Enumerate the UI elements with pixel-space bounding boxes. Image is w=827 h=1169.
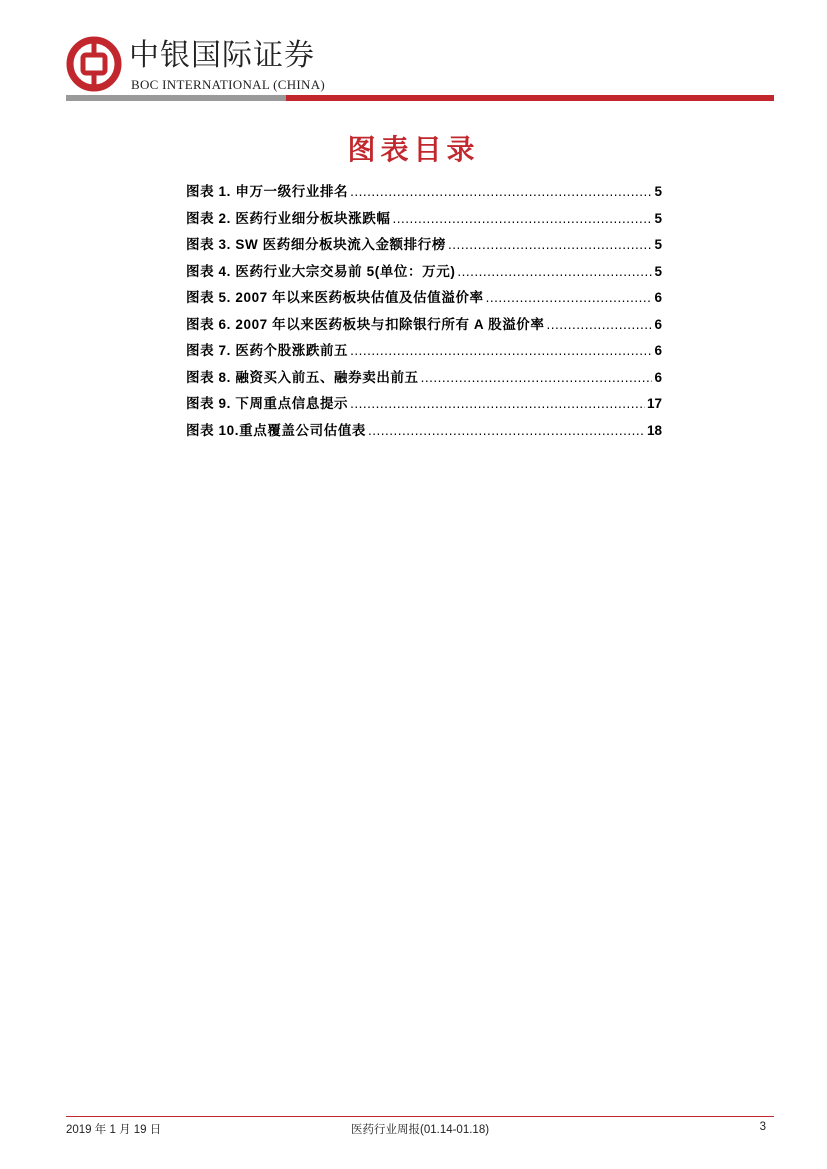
footer-report-title: 医药行业周报(01.14-01.18) [351, 1124, 490, 1136]
toc-dot-leader [350, 179, 652, 206]
toc-entry-label: 图表 4. 医药行业大宗交易前 5(单位：万元) [186, 263, 456, 279]
brand-name-chinese: 中银国际证券 [129, 38, 315, 73]
toc-entry-label: 图表 2. 医药行业细分板块涨跌幅 [186, 210, 391, 226]
toc-entry-page: 5 [654, 184, 662, 199]
toc-entry-page: 5 [654, 210, 662, 226]
toc-entry-figure-4[interactable] [186, 259, 662, 286]
toc-dot-leader [392, 206, 652, 233]
table-of-figures [186, 179, 662, 444]
footer-page-number: 3 [759, 1121, 766, 1133]
page-footer [66, 1121, 774, 1139]
toc-entry-label: 图表 8. 融资买入前五、融券卖出前五 [186, 369, 419, 385]
toc-entry-figure-6[interactable] [186, 312, 662, 339]
toc-dot-leader [457, 259, 652, 286]
toc-entry-label: 图表 5. 2007 年以来医药板块估值及估值溢价率 [186, 290, 484, 305]
toc-dot-leader [350, 391, 645, 418]
toc-dot-leader [547, 312, 653, 339]
header-divider-red [286, 95, 774, 101]
header-divider-gray [66, 95, 286, 101]
toc-title: 图表目录 [347, 133, 480, 166]
toc-dot-leader [486, 285, 653, 312]
toc-entry-page: 6 [654, 343, 662, 358]
toc-entry-page: 6 [654, 290, 662, 305]
page-header [66, 36, 774, 102]
toc-entry-label: 图表 7. 医药个股涨跌前五 [186, 343, 349, 358]
toc-dot-leader [368, 418, 645, 445]
toc-entry-label: 图表 6. 2007 年以来医药板块与扣除银行所有 A 股溢价率 [186, 316, 545, 332]
toc-entry-figure-7[interactable] [186, 338, 662, 365]
toc-entry-figure-9[interactable] [186, 391, 662, 418]
toc-entry-figure-10[interactable] [186, 418, 662, 445]
toc-entry-label: 图表 9. 下周重点信息提示 [186, 396, 349, 411]
toc-entry-label: 图表 1. 申万一级行业排名 [186, 184, 349, 199]
toc-dot-leader [448, 232, 653, 259]
toc-entry-page: 6 [654, 369, 662, 385]
footer-divider [66, 1116, 774, 1117]
toc-dot-leader [421, 365, 653, 392]
toc-entry-label: 图表 3. SW 医药细分板块流入金额排行榜 [186, 237, 446, 252]
toc-entry-page: 18 [646, 422, 662, 438]
toc-entry-page: 17 [646, 396, 662, 411]
toc-entry-figure-5[interactable] [186, 285, 662, 312]
toc-entry-figure-1[interactable] [186, 179, 662, 206]
brand-name-english: BOC INTERNATIONAL (CHINA) [131, 77, 326, 92]
toc-entry-figure-8[interactable] [186, 365, 662, 392]
toc-entry-page: 6 [654, 316, 662, 332]
footer-date: 2019 年 1 月 19 日 [66, 1124, 162, 1136]
toc-entry-figure-3[interactable] [186, 232, 662, 259]
toc-dot-leader [350, 338, 652, 365]
toc-entry-page: 5 [654, 263, 662, 279]
toc-entry-page: 5 [654, 237, 662, 252]
toc-entry-label: 图表 10.重点覆盖公司估值表 [186, 422, 367, 438]
boc-logo-icon [66, 36, 122, 92]
toc-entry-figure-2[interactable] [186, 206, 662, 233]
